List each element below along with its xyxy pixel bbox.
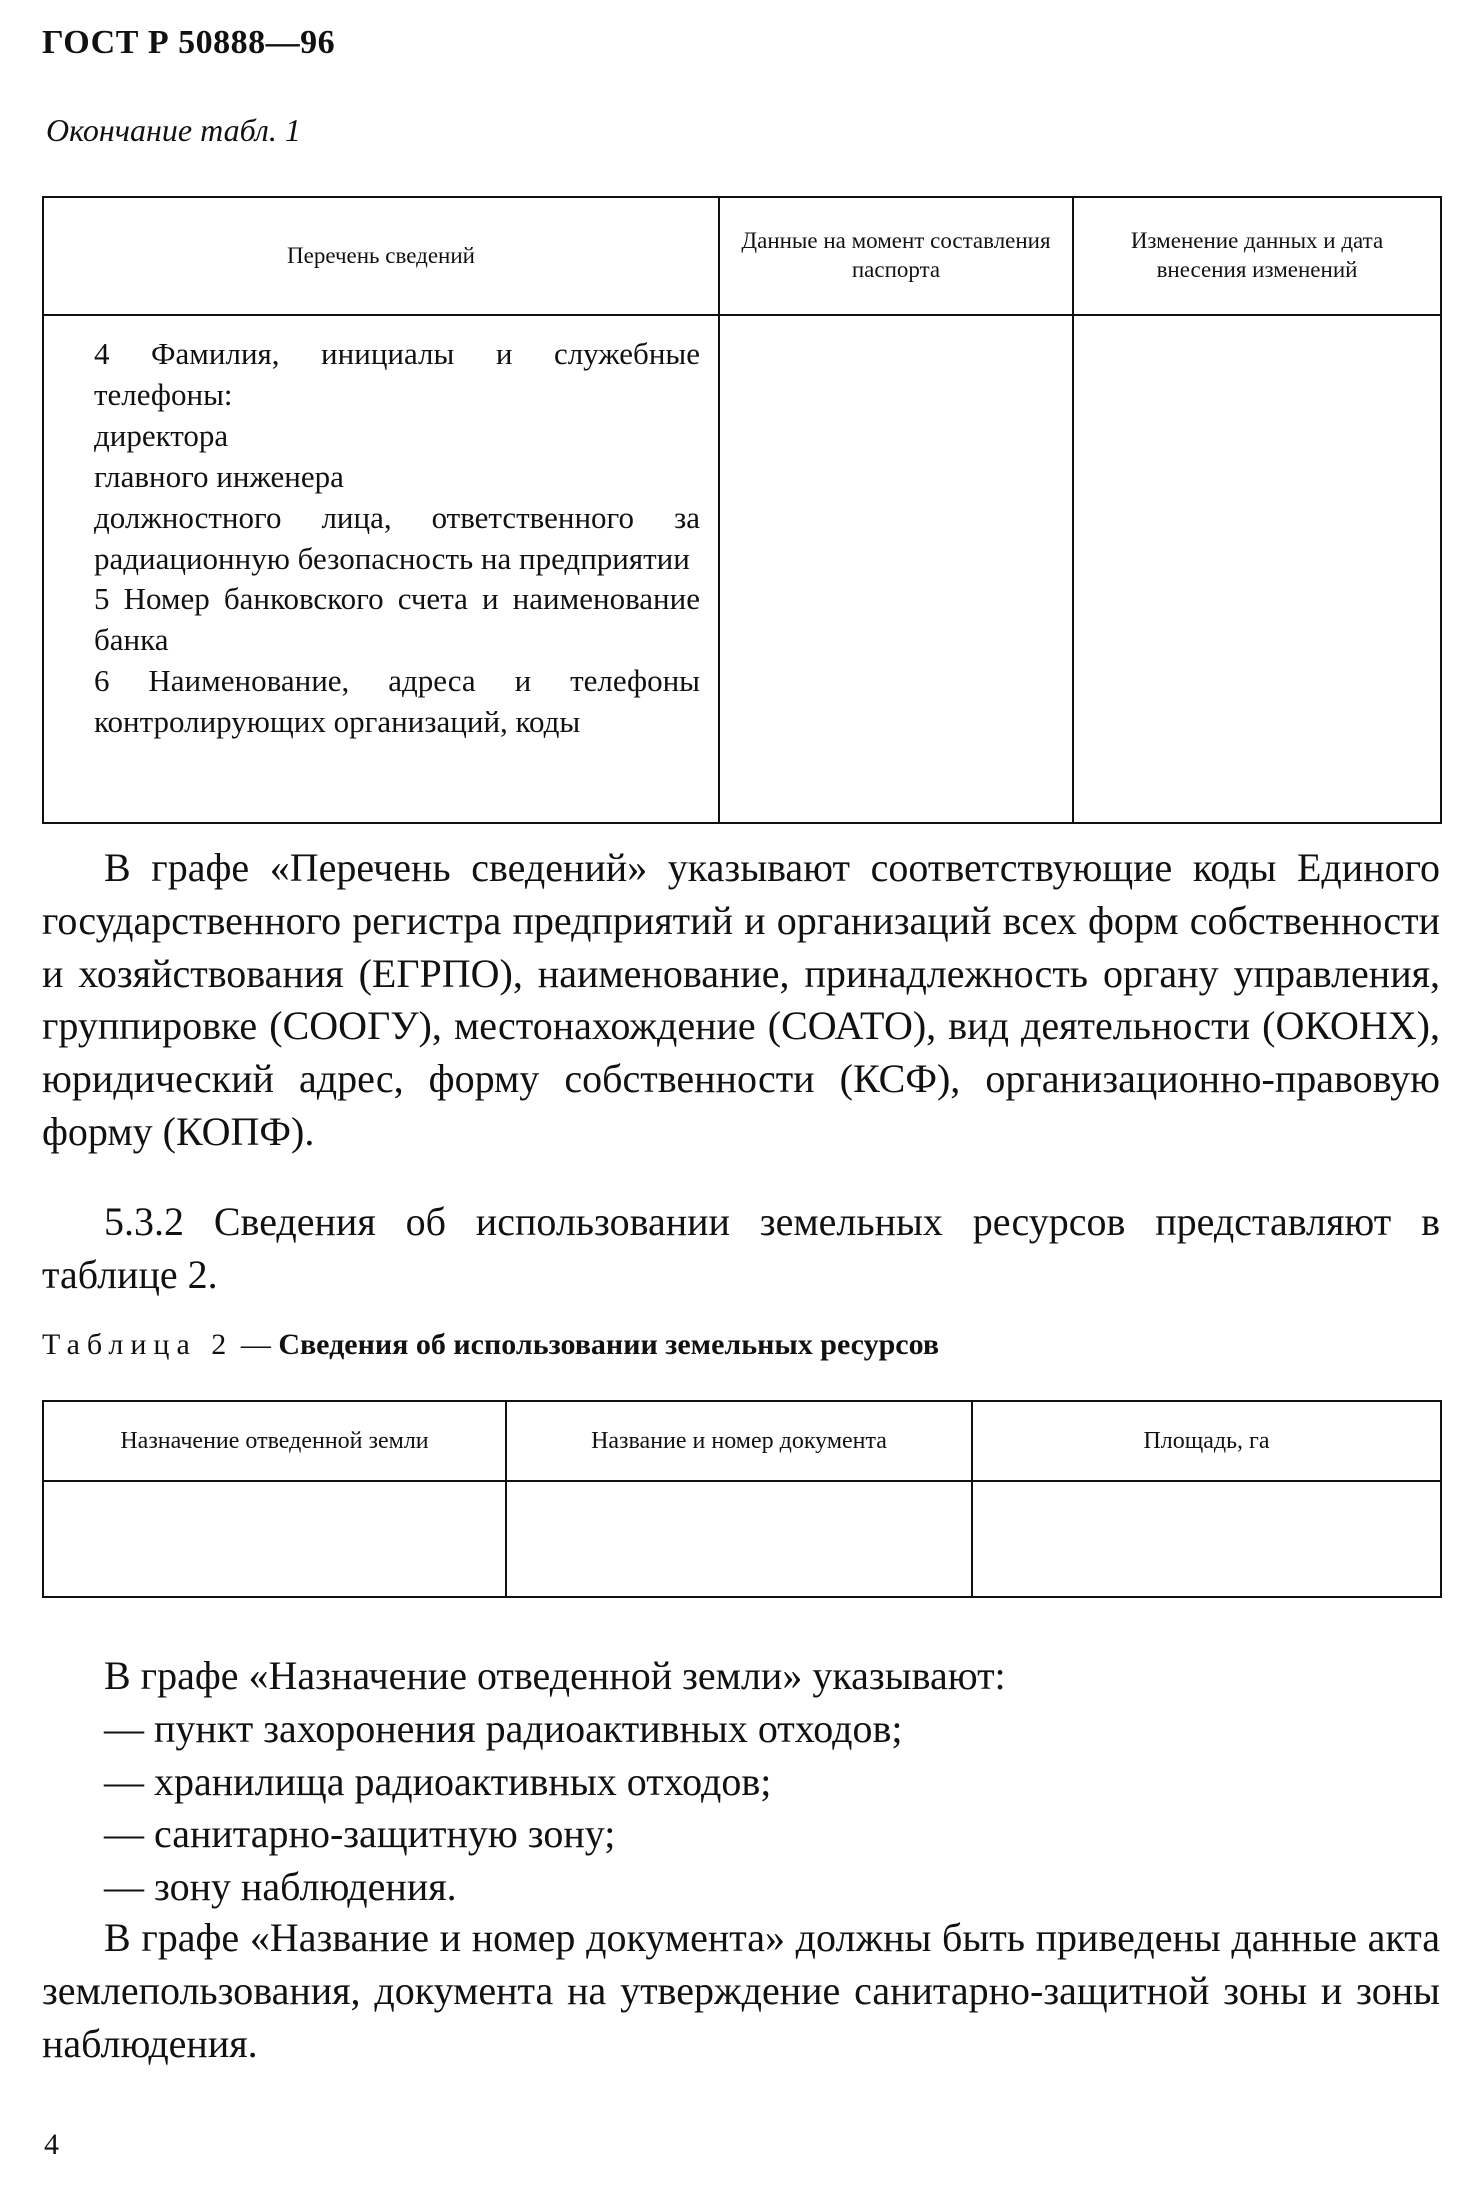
paragraph-document-name: В графе «Название и номер документа» должны быть приведены данные акта землепользования, документа на утверждение санитарно-защитной зоны и зоны наблюдения. [42,1915,1440,2066]
table2 [42,1400,1442,1598]
list-item: — пункт захоронения радиоактивных отходов; [104,1705,903,1751]
list-intro: В графе «Назначение отведенной земли» указывают: [104,1653,1006,1698]
table1-col-header: Изменение данных и дата внесения изменений [1073,197,1441,315]
table2-caption-label: Таблица 2 [42,1328,234,1361]
table2-empty-cell [972,1481,1441,1597]
table1-items-cell [43,315,719,823]
list-item: главного инженера [94,458,344,494]
list-item: 5 Номер банковского счета и наименование банка [94,581,700,658]
table1-col-header: Перечень сведений [43,197,719,315]
page-number: 4 [44,2128,59,2161]
table1 [42,196,1442,824]
list-item: — зону наблюдения. [104,1864,457,1910]
table1-empty-cell [1073,315,1441,823]
table2-col-header: Площадь, га [972,1401,1441,1481]
list-item: 4 Фамилия, инициалы и служебные телефоны: [94,336,700,412]
purpose-list [104,1650,1440,1914]
table1-empty-cell [719,315,1073,823]
table2-caption-title: Сведения об использовании земельных ресурсов [278,1328,940,1361]
table1-caption: Окончание табл. 1 [46,112,301,148]
list-item: — хранилища радиоактивных отходов; [104,1758,772,1804]
list-item: 6 Наименование, адреса и телефоны контролирующих организаций, коды [94,663,700,740]
document-header: ГОСТ Р 50888—96 [42,24,336,61]
list-item: должностного лица, ответственного за радиационную безопасность на предприятии [94,499,700,576]
table2-empty-cell [506,1481,972,1597]
table-row [43,315,1441,823]
paragraph-codes: В графе «Перечень сведений» указывают соответствующие коды Единого государственного регистра предприятий и организаций всех форм собственности и хозяйствования (ЕГРПО), наименование, принадлежность органу управления, группировке (СООГУ), местонахождение (СОАТО), вид деятельности (ОКОНХ), юридический адрес, форму собственности (КСФ), организационно-правовую форму (КОПФ). [42,845,1440,1154]
list-item: — санитарно-защитную зону; [104,1811,616,1857]
table2-caption-dash: — [233,1328,279,1361]
table2-caption [42,1328,939,1362]
table2-empty-cell [43,1481,506,1597]
table2-header-row [43,1401,1441,1481]
table-row [43,1481,1441,1597]
table2-col-header: Название и номер документа [506,1401,972,1481]
table1-header-row [43,197,1441,315]
list-item: директора [94,417,229,453]
paragraph-5-3-2: 5.3.2 Сведения об использовании земельных ресурсов представляют в таблице 2. [42,1199,1440,1297]
table2-col-header: Назначение отведенной земли [43,1401,506,1481]
table1-col-header: Данные на момент составления паспорта [719,197,1073,315]
